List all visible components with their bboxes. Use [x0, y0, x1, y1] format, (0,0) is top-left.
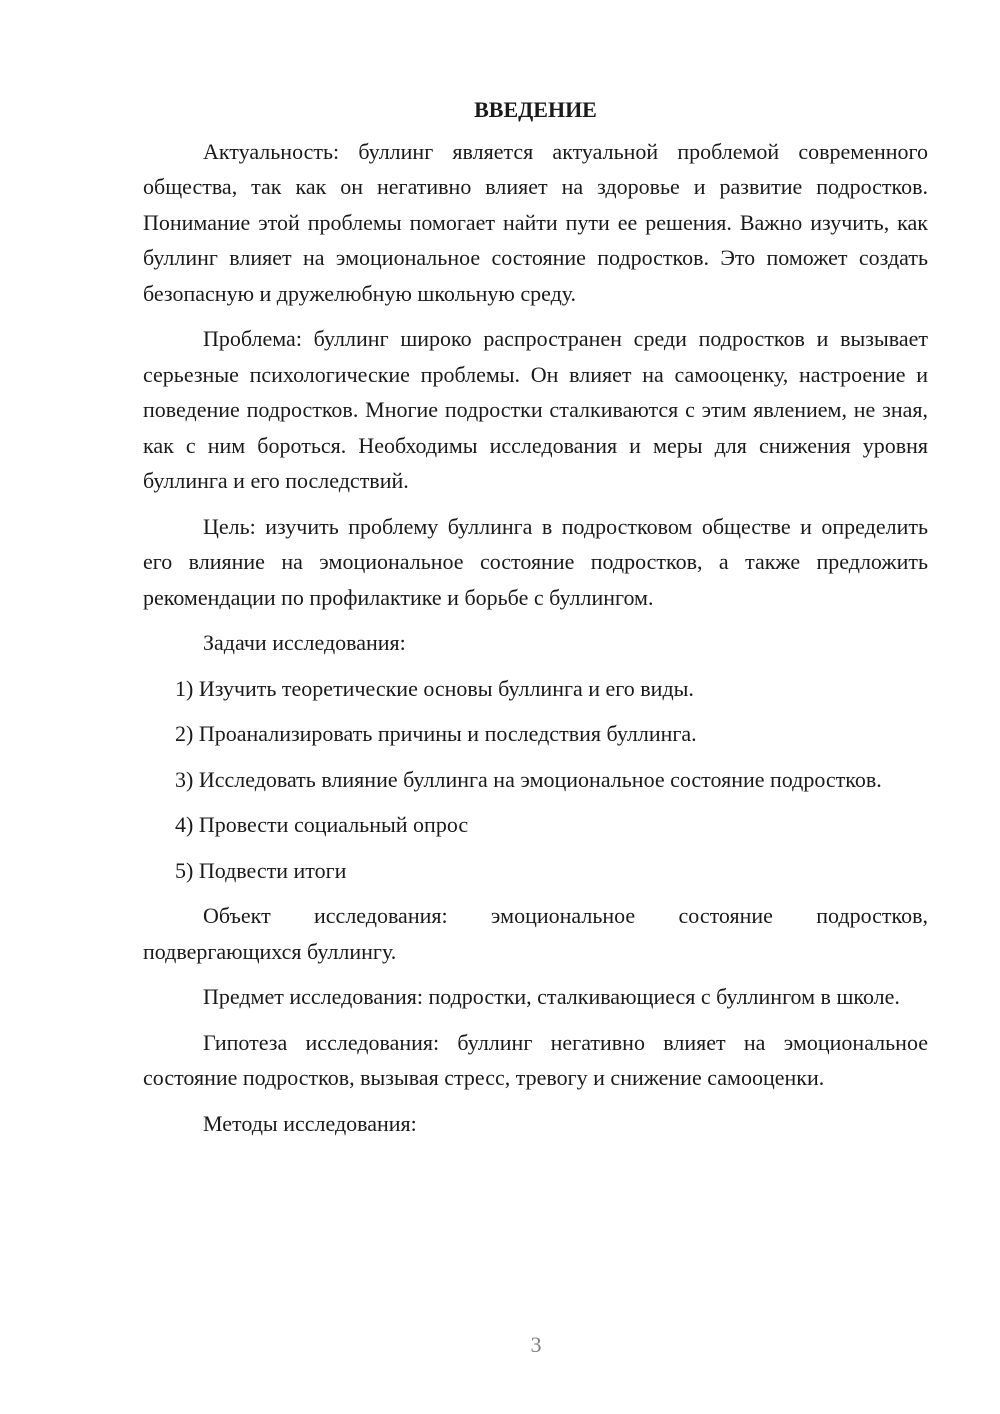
task-item-3: 3) Исследовать влияние буллинга на эмоциональное состояние подростков. — [175, 766, 882, 792]
paragraph-hypothesis: Гипотеза исследования: буллинг негативно влияет на эмоциональное состояние подростков, вызывая стресс, тревогу и снижение самооценки. — [143, 1029, 928, 1090]
page-content — [143, 92, 928, 1151]
task-item-5: 5) Подвести итоги — [175, 857, 347, 883]
paragraph-subject: Предмет исследования: подростки, сталкивающиеся с буллингом в школе. — [203, 984, 900, 1009]
page-number: 3 — [530, 1332, 542, 1357]
paragraph-problem: Проблема: буллинг широко распространен среди подростков и вызывает серьезные психологические проблемы. Он влияет на самооценку, настроение и поведение подростков. Многие подростки сталкиваются с этим явлением, не зная, как с ним бороться. Необходимы исследования и меры для снижения уровня буллинга и его последствий. — [143, 326, 928, 493]
task-item-1: 1) Изучить теоретические основы буллинга и его виды. — [175, 675, 694, 701]
paragraph-object: Объект исследования: эмоциональное состояние подростков, подвергающихся буллингу. — [143, 903, 928, 964]
paragraph-methods-heading: Методы исследования: — [203, 1110, 417, 1136]
paragraph-relevance: Актуальность: буллинг является актуальной проблемой современного общества, так как он негативно влияет на здоровье и развитие подростков. Понимание этой проблемы помогает найти пути ее решения. Важно изучить, как буллинг влияет на эмоциональное состояние подростков. Это поможет создать безопасную и дружелюбную школьную среду. — [143, 138, 928, 306]
paragraph-goal: Цель: изучить проблему буллинга в подростковом обществе и определить его влияние на эмоциональное состояние подростков, а также предложить рекомендации по профилактике и борьбе с буллингом. — [143, 513, 928, 610]
task-item-4: 4) Провести социальный опрос — [175, 812, 469, 837]
paragraph-tasks-heading: Задачи исследования: — [203, 630, 406, 655]
task-item-2: 2) Проанализировать причины и последствия буллинга. — [175, 721, 697, 746]
section-title: ВВЕДЕНИЕ — [474, 97, 597, 122]
